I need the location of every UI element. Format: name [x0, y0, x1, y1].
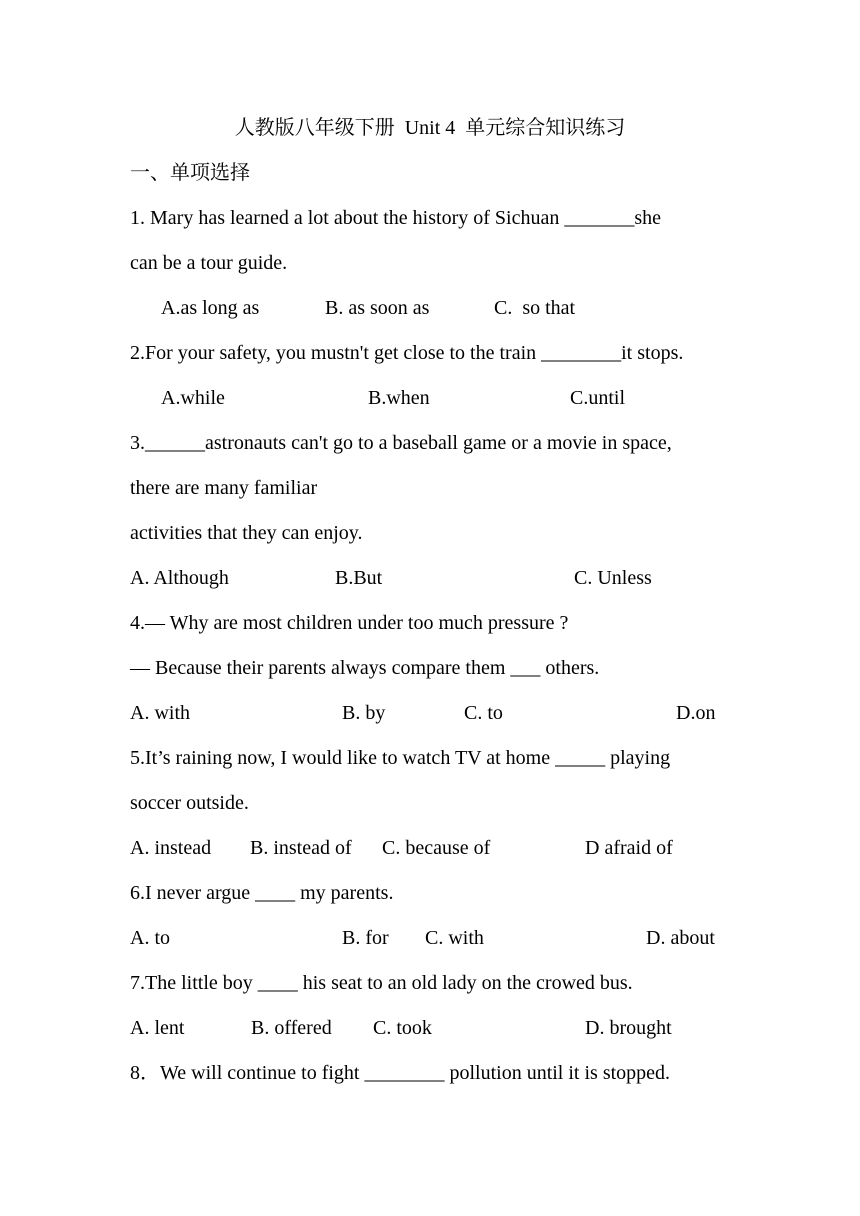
question-3-option-a: A. Although: [130, 567, 229, 589]
question-2-option-c: C.until: [570, 387, 626, 409]
section-heading: 一、单项选择: [130, 162, 250, 184]
question-4-line-1: 4.— Why are most children under too much pressure ?: [130, 612, 569, 634]
question-6-line-1: 6.I never argue ____ my parents.: [130, 882, 394, 904]
question-2-option-a: A.while: [161, 387, 225, 409]
question-1-line-2: can be a tour guide.: [130, 252, 288, 274]
question-4-option-d: D.on: [676, 702, 716, 724]
question-1-option-c: C. so that: [494, 297, 576, 319]
question-3-line-2: there are many familiar: [130, 477, 318, 499]
question-1-line-1: 1. Mary has learned a lot about the history of Sichuan _______she: [130, 207, 661, 229]
question-3-line-3: activities that they can enjoy.: [130, 522, 363, 544]
page-title: 人教版八年级下册 Unit 4 单元综合知识练习: [234, 117, 626, 139]
question-4-option-c: C. to: [464, 702, 503, 724]
question-5-option-a: A. instead: [130, 837, 212, 859]
question-3-line-1: 3.______astronauts can't go to a baseball game or a movie in space,: [130, 432, 672, 454]
question-5-line-1: 5.It’s raining now, I would like to watch TV at home _____ playing: [130, 747, 671, 769]
question-3-option-b: B.But: [335, 567, 383, 589]
question-7-option-c: C. took: [373, 1017, 432, 1039]
question-5-option-d: D afraid of: [585, 837, 673, 859]
question-3-option-c: C. Unless: [574, 567, 652, 589]
question-2-option-b: B.when: [368, 387, 430, 409]
question-7-option-a: A. lent: [130, 1017, 185, 1039]
question-2-line-1: 2.For your safety, you mustn't get close to the train ________it stops.: [130, 342, 684, 364]
question-7-option-d: D. brought: [585, 1017, 672, 1039]
question-4-line-2: — Because their parents always compare them ___ others.: [130, 657, 600, 679]
question-6-option-d: D. about: [646, 927, 715, 949]
question-6-option-b: B. for: [342, 927, 389, 949]
question-6-option-c: C. with: [425, 927, 484, 949]
question-5-option-c: C. because of: [382, 837, 491, 859]
question-1-option-b: B. as soon as: [325, 297, 430, 319]
question-7-option-b: B. offered: [251, 1017, 332, 1039]
question-4-option-b: B. by: [342, 702, 386, 724]
question-6-option-a: A. to: [130, 927, 170, 949]
question-1-option-a: A.as long as: [161, 297, 260, 319]
question-4-option-a: A. with: [130, 702, 190, 724]
question-8-line-1: 8．We will continue to fight ________ pollution until it is stopped.: [130, 1062, 671, 1084]
question-7-line-1: 7.The little boy ____ his seat to an old lady on the crowed bus.: [130, 972, 633, 994]
question-5-line-2: soccer outside.: [130, 792, 249, 814]
question-5-option-b: B. instead of: [250, 837, 352, 859]
